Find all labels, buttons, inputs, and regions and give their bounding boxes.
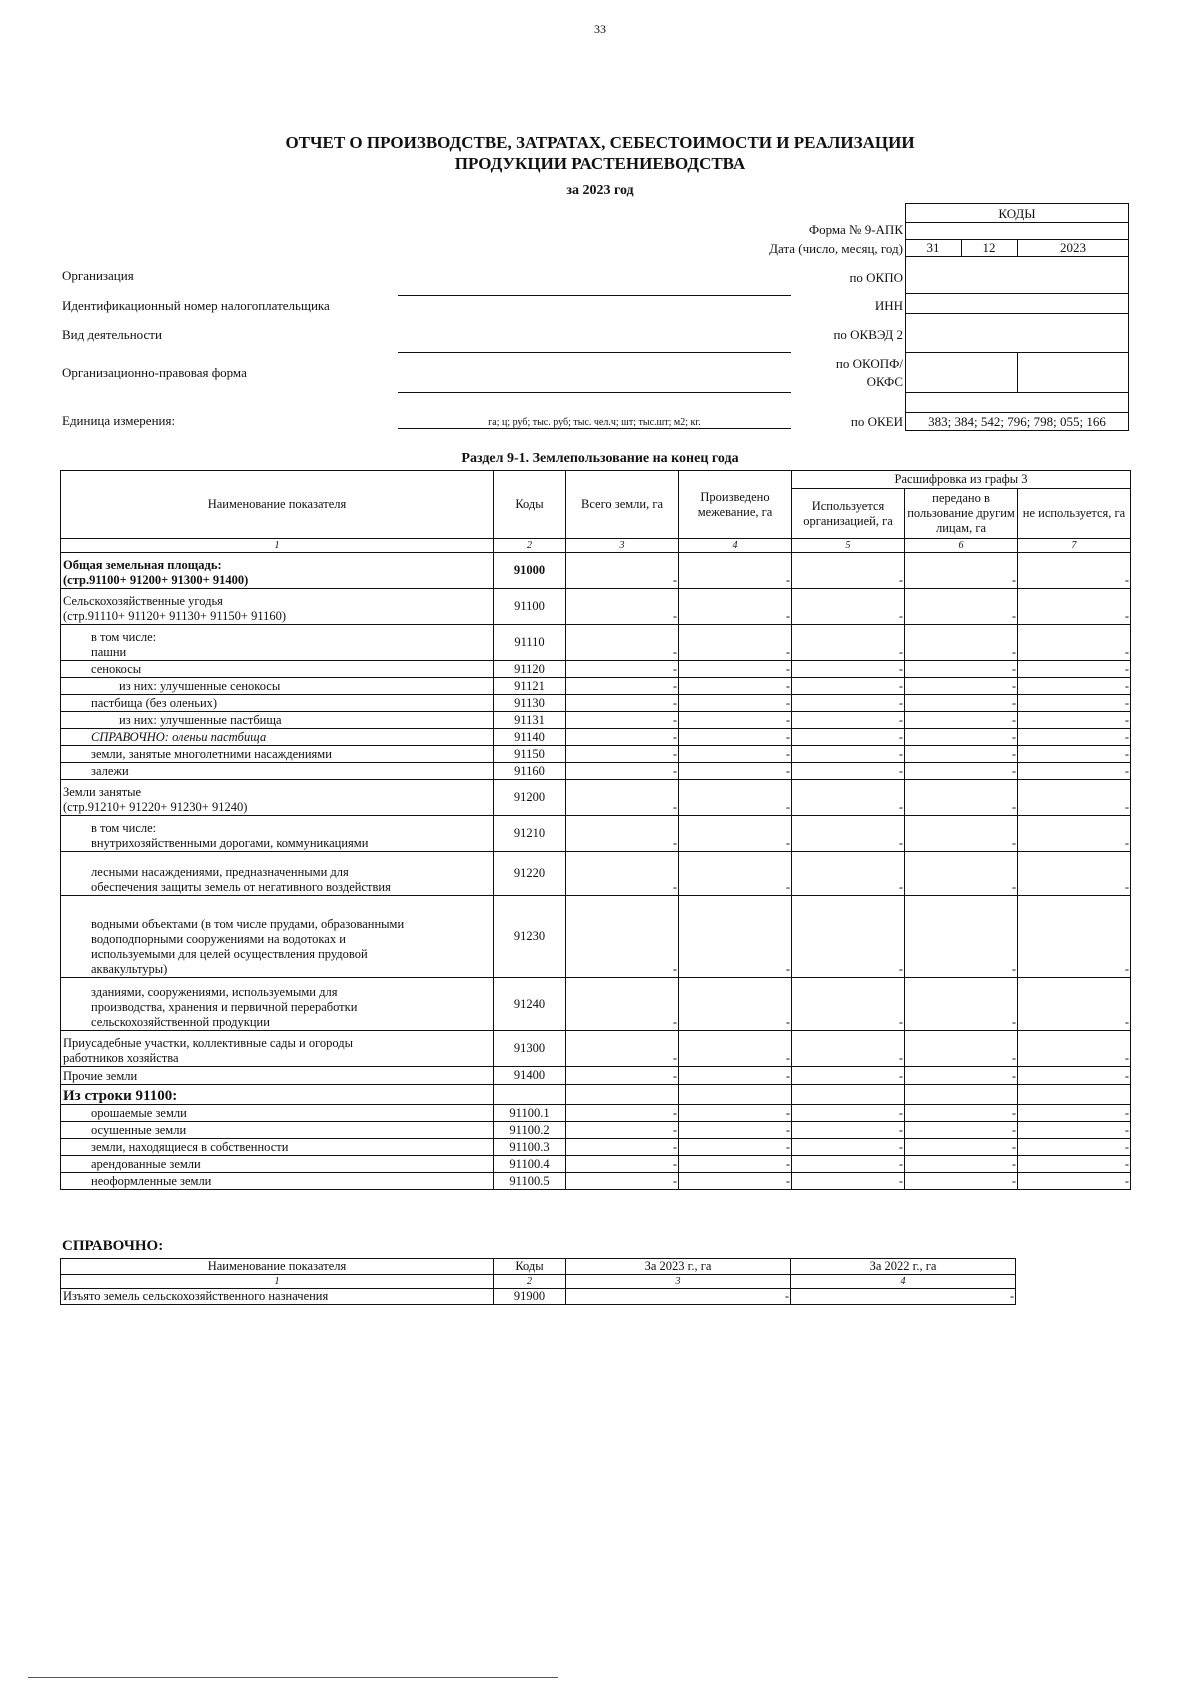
okei-value: 383; 384; 542; 796; 798; 055; 166 <box>905 412 1129 431</box>
row-name-line: аквакультуры) <box>91 962 168 976</box>
cell-used[interactable]: - <box>792 729 905 746</box>
cell-survey[interactable]: - <box>679 1156 792 1173</box>
cell-survey[interactable]: - <box>679 625 792 661</box>
okei-label: по ОКЕИ <box>850 414 903 429</box>
reference-table <box>60 1258 1016 1305</box>
cell-transferred[interactable]: - <box>905 1156 1018 1173</box>
cell-survey[interactable]: - <box>679 978 792 1031</box>
row-name-line: работников хозяйства <box>63 1051 179 1065</box>
cell-survey[interactable]: - <box>679 1031 792 1067</box>
cell-survey[interactable]: - <box>679 1139 792 1156</box>
land-use-table <box>60 470 1131 1190</box>
row-name <box>61 678 494 695</box>
row-code: 91400 <box>494 1067 566 1085</box>
date-day: 31 <box>926 240 940 255</box>
row-name <box>61 852 494 896</box>
cell-transferred[interactable]: - <box>905 678 1018 695</box>
legal-form-field-line <box>398 392 791 393</box>
cell-survey[interactable] <box>679 1085 792 1105</box>
table-row <box>61 763 1131 780</box>
inn-label: ИНН <box>874 298 903 313</box>
cell-total[interactable]: - <box>566 695 679 712</box>
row-code: 91000 <box>494 553 566 589</box>
cell-survey[interactable]: - <box>679 1173 792 1190</box>
cell-survey[interactable]: - <box>679 712 792 729</box>
cell-survey[interactable]: - <box>679 661 792 678</box>
table-row <box>61 695 1131 712</box>
row-name <box>61 695 494 712</box>
row-code: 91130 <box>494 695 566 712</box>
codes-header: КОДЫ <box>998 206 1036 221</box>
row-name <box>61 1173 494 1190</box>
column-number: 1 <box>61 1275 494 1289</box>
cell-survey[interactable]: - <box>679 1067 792 1085</box>
cell-total[interactable]: - <box>566 1122 679 1139</box>
cell-used[interactable]: - <box>792 1031 905 1067</box>
cell-survey[interactable]: - <box>679 816 792 852</box>
activity-field-line <box>398 352 791 353</box>
cell-unused[interactable]: - <box>1018 695 1131 712</box>
okopf-label: по ОКОПФ/ <box>835 356 903 371</box>
cell-transferred[interactable] <box>905 1085 1018 1105</box>
cell-unused[interactable]: - <box>1018 780 1131 816</box>
cell-used[interactable]: - <box>792 1122 905 1139</box>
cell-transferred[interactable]: - <box>905 1122 1018 1139</box>
reference-title: СПРАВОЧНО: <box>62 1238 164 1254</box>
cell-total[interactable]: - <box>566 1031 679 1067</box>
column-number: 4 <box>791 1275 1016 1289</box>
table-row <box>61 553 1131 589</box>
cell-used[interactable]: - <box>792 678 905 695</box>
cell-total[interactable]: - <box>566 1156 679 1173</box>
cell-total[interactable]: - <box>566 1105 679 1122</box>
cell-total[interactable]: - <box>566 729 679 746</box>
row-name-line: пашни <box>91 645 127 659</box>
cell-unused[interactable]: - <box>1018 1156 1131 1173</box>
column-number: 5 <box>792 539 905 553</box>
cell-total[interactable]: - <box>566 1139 679 1156</box>
cell-survey[interactable]: - <box>679 695 792 712</box>
cell-total[interactable]: - <box>566 780 679 816</box>
row-code: 91230 <box>494 896 566 978</box>
row-name-line: (стр.91100+ 91200+ 91300+ 91400) <box>63 573 249 587</box>
cell-total[interactable]: - <box>566 661 679 678</box>
legal-form-label: Организационно-правовая форма <box>62 365 247 380</box>
report-title-line-1: ОТЧЕТ О ПРОИЗВОДСТВЕ, ЗАТРАТАХ, СЕБЕСТОИМОСТИ И РЕАЛИЗАЦИИ <box>285 133 915 152</box>
cell-transferred[interactable]: - <box>905 1139 1018 1156</box>
row-code: 91100.1 <box>494 1105 566 1122</box>
row-name-line: (стр.91210+ 91220+ 91230+ 91240) <box>63 800 248 814</box>
cell-used[interactable]: - <box>792 852 905 896</box>
cell-unused[interactable]: - <box>1018 1031 1131 1067</box>
row-name <box>61 1105 494 1122</box>
cell-unused[interactable]: - <box>1018 978 1131 1031</box>
row-name-line: СПРАВОЧНО: оленьи пастбища <box>91 730 267 744</box>
row-name-line: арендованные земли <box>91 1157 201 1171</box>
cell-survey[interactable]: - <box>679 746 792 763</box>
cell-total[interactable]: - <box>566 746 679 763</box>
row-code <box>494 1085 566 1105</box>
table-row <box>61 896 1131 978</box>
section-title: Раздел 9-1. Землепользование на конец года <box>461 451 739 466</box>
cell-total[interactable]: - <box>566 896 679 978</box>
row-name <box>61 1031 494 1067</box>
row-name-line: сельскохозяйственной продукции <box>91 1015 270 1029</box>
row-code: 91100.4 <box>494 1156 566 1173</box>
row-name <box>61 661 494 678</box>
cell-survey[interactable]: - <box>679 896 792 978</box>
form-label: Форма № 9-АПК <box>808 222 903 237</box>
cell-total[interactable]: - <box>566 678 679 695</box>
unit-label: Единица измерения: <box>62 413 176 428</box>
row-code: 91121 <box>494 678 566 695</box>
cell-used[interactable]: - <box>792 1156 905 1173</box>
cell-unused[interactable]: - <box>1018 1122 1131 1139</box>
cell-used[interactable]: - <box>792 763 905 780</box>
org-label: Организация <box>62 268 134 283</box>
cell-unused[interactable]: - <box>1018 625 1131 661</box>
cell-total[interactable]: - <box>566 712 679 729</box>
table-row <box>61 816 1131 852</box>
cell-total[interactable]: - <box>566 1173 679 1190</box>
unit-value: га; ц; руб; тыс. руб; тыс. чел.ч; шт; тыс.шт; м2; кг. <box>398 417 791 429</box>
cell-used[interactable]: - <box>792 978 905 1031</box>
row-name-line: земли, находящиеся в собственности <box>91 1140 289 1154</box>
column-number: 4 <box>679 539 792 553</box>
cell-unused[interactable]: - <box>1018 1067 1131 1085</box>
row-name <box>61 763 494 780</box>
cell-total[interactable]: - <box>566 978 679 1031</box>
cell-survey[interactable]: - <box>679 1122 792 1139</box>
row-name <box>61 1067 494 1085</box>
row-name <box>61 589 494 625</box>
row-name-line: Приусадебные участки, коллективные сады и огороды <box>63 1036 354 1050</box>
row-name-line: водоподпорными сооружениями на водотоках и <box>91 932 346 946</box>
row-name-line: используемыми для целей осуществления прудовой <box>91 947 368 961</box>
row-name-line: внутрихозяйственными дорогами, коммуникациями <box>91 836 369 850</box>
cell-used[interactable]: - <box>792 746 905 763</box>
column-number: 6 <box>905 539 1018 553</box>
cell-transferred[interactable]: - <box>905 553 1018 589</box>
cell-transferred[interactable]: - <box>905 978 1018 1031</box>
column-numbers-row <box>61 539 1131 553</box>
cell-used[interactable]: - <box>792 780 905 816</box>
cell-transferred[interactable]: - <box>905 1173 1018 1190</box>
cell-transferred[interactable]: - <box>905 589 1018 625</box>
row-name <box>61 712 494 729</box>
column-number: 7 <box>1018 539 1131 553</box>
cell-unused[interactable]: - <box>1018 1105 1131 1122</box>
cell-total[interactable]: - <box>566 589 679 625</box>
cell-transferred[interactable]: - <box>905 661 1018 678</box>
cell-transferred[interactable]: - <box>905 852 1018 896</box>
cell-survey[interactable]: - <box>679 852 792 896</box>
cell-transferred[interactable]: - <box>905 1031 1018 1067</box>
row-name-line: в том числе: <box>91 821 157 835</box>
cell-unused[interactable]: - <box>1018 1139 1131 1156</box>
cell-used[interactable]: - <box>792 589 905 625</box>
row-name-line: осушенные земли <box>91 1123 187 1137</box>
cell-used[interactable]: - <box>792 553 905 589</box>
column-number: 2 <box>494 539 566 553</box>
report-title <box>0 132 1200 174</box>
column-number: 3 <box>566 539 679 553</box>
table-row <box>61 1139 1131 1156</box>
table-row <box>61 852 1131 896</box>
row-code: 91160 <box>494 763 566 780</box>
row-name <box>61 816 494 852</box>
row-code: 91240 <box>494 978 566 1031</box>
cell-unused[interactable]: - <box>1018 661 1131 678</box>
cell-unused[interactable]: - <box>1018 712 1131 729</box>
cell-transferred[interactable]: - <box>905 625 1018 661</box>
cell-transferred[interactable]: - <box>905 1067 1018 1085</box>
header-used: Используется организацией, га <box>792 489 905 539</box>
cell-unused[interactable]: - <box>1018 1173 1131 1190</box>
okfs-label: ОКФС <box>866 374 903 389</box>
cell-used[interactable]: - <box>792 1067 905 1085</box>
row-name-line: (стр.91110+ 91120+ 91130+ 91150+ 91160) <box>63 609 287 623</box>
row-code: 91100.3 <box>494 1139 566 1156</box>
cell-unused[interactable]: - <box>1018 553 1131 589</box>
table-row <box>61 1085 1131 1105</box>
row-code: 91100 <box>494 589 566 625</box>
row-name <box>61 625 494 661</box>
cell-total[interactable]: - <box>566 553 679 589</box>
column-number: 1 <box>61 539 494 553</box>
ref-header-2022: За 2022 г., га <box>791 1259 1016 1275</box>
table-row <box>61 1122 1131 1139</box>
cell-used[interactable]: - <box>792 816 905 852</box>
cell-used[interactable]: - <box>792 712 905 729</box>
ref-row <box>61 1289 1016 1305</box>
cell-total[interactable]: - <box>566 816 679 852</box>
row-name-line: из них: улучшенные пастбища <box>119 713 282 727</box>
row-name-line: лесными насаждениями, предназначенными для <box>91 865 349 879</box>
row-code: 91100.5 <box>494 1173 566 1190</box>
cell-used[interactable]: - <box>792 1105 905 1122</box>
cell-survey[interactable]: - <box>679 729 792 746</box>
cell-transferred[interactable]: - <box>905 695 1018 712</box>
row-name <box>61 780 494 816</box>
cell-survey[interactable]: - <box>679 589 792 625</box>
column-number: 3 <box>566 1275 791 1289</box>
table-row <box>61 1031 1131 1067</box>
report-year: за 2023 год <box>566 183 634 198</box>
row-name-line: из них: улучшенные сенокосы <box>119 679 281 693</box>
ref-header-2023: За 2023 г., га <box>566 1259 791 1275</box>
cell-unused[interactable]: - <box>1018 763 1131 780</box>
cell-unused[interactable]: - <box>1018 678 1131 695</box>
header-unused: не используется, га <box>1018 489 1131 539</box>
table-row <box>61 1173 1131 1190</box>
row-code: 91120 <box>494 661 566 678</box>
table-row <box>61 729 1131 746</box>
ref-header-code: Коды <box>494 1259 566 1275</box>
table-row <box>61 780 1131 816</box>
row-name-line: обеспечения защиты земель от негативного воздействия <box>91 880 391 894</box>
table-row <box>61 625 1131 661</box>
ref-header-name: Наименование показателя <box>61 1259 494 1275</box>
cell-unused[interactable]: - <box>1018 729 1131 746</box>
row-name-line: неоформленные земли <box>91 1174 212 1188</box>
cell-unused[interactable]: - <box>1018 816 1131 852</box>
row-name <box>61 729 494 746</box>
table-row <box>61 589 1131 625</box>
cell-unused[interactable]: - <box>1018 589 1131 625</box>
row-name <box>61 1156 494 1173</box>
ref-row-name: Изъято земель сельскохозяйственного назначения <box>61 1289 494 1305</box>
row-code: 91110 <box>494 625 566 661</box>
cell-unused[interactable]: - <box>1018 852 1131 896</box>
table-row <box>61 678 1131 695</box>
cell-transferred[interactable]: - <box>905 780 1018 816</box>
row-name-line: орошаемые земли <box>91 1106 187 1120</box>
table-row <box>61 712 1131 729</box>
date-month: 12 <box>982 240 996 255</box>
header-name: Наименование показателя <box>61 471 494 539</box>
row-name <box>61 896 494 978</box>
cell-used[interactable]: - <box>792 1139 905 1156</box>
cell-survey[interactable]: - <box>679 553 792 589</box>
ref-row-code: 91900 <box>494 1289 566 1305</box>
cell-transferred[interactable]: - <box>905 729 1018 746</box>
cell-unused[interactable]: - <box>1018 746 1131 763</box>
inn-full-label: Идентификационный номер налогоплательщика <box>62 298 330 313</box>
cell-transferred[interactable]: - <box>905 746 1018 763</box>
row-name-line: пастбища (без оленьих) <box>91 696 218 710</box>
cell-total[interactable]: - <box>566 625 679 661</box>
table-row <box>61 661 1131 678</box>
cell-used[interactable] <box>792 1085 905 1105</box>
cell-transferred[interactable]: - <box>905 712 1018 729</box>
date-year: 2023 <box>1060 240 1086 255</box>
cell-total[interactable]: - <box>566 763 679 780</box>
table-row <box>61 978 1131 1031</box>
cell-total[interactable]: - <box>566 1067 679 1085</box>
row-name-line: залежи <box>91 764 129 778</box>
table-row <box>61 1105 1131 1122</box>
table-row <box>61 1067 1131 1085</box>
row-name-line: зданиями, сооружениями, используемыми для <box>91 985 338 999</box>
header-breakdown: Расшифровка из графы 3 <box>792 471 1131 489</box>
ref-cell-2022[interactable]: - <box>791 1289 1016 1305</box>
header-transferred: передано в пользование другим лицам, га <box>905 489 1018 539</box>
row-code: 91300 <box>494 1031 566 1067</box>
row-name <box>61 746 494 763</box>
row-name <box>61 553 494 589</box>
cell-transferred[interactable]: - <box>905 816 1018 852</box>
row-code: 91140 <box>494 729 566 746</box>
row-name-line: сенокосы <box>91 662 142 676</box>
cell-total[interactable]: - <box>566 852 679 896</box>
okved-label: по ОКВЭД 2 <box>833 327 903 342</box>
row-code: 91220 <box>494 852 566 896</box>
cell-transferred[interactable]: - <box>905 1105 1018 1122</box>
row-name <box>61 1085 494 1105</box>
activity-label: Вид деятельности <box>62 327 162 342</box>
row-name <box>61 1122 494 1139</box>
report-title-line-2: ПРОДУКЦИИ РАСТЕНИЕВОДСТВА <box>454 154 746 173</box>
column-number: 2 <box>494 1275 566 1289</box>
cell-used[interactable]: - <box>792 625 905 661</box>
row-name <box>61 1139 494 1156</box>
cell-unused[interactable]: - <box>1018 896 1131 978</box>
table-row <box>61 1156 1131 1173</box>
row-name-line: Общая земельная площадь: <box>63 558 222 572</box>
row-code: 91100.2 <box>494 1122 566 1139</box>
cell-used[interactable]: - <box>792 661 905 678</box>
page-number: 33 <box>594 22 606 36</box>
cell-survey[interactable]: - <box>679 678 792 695</box>
cell-survey[interactable]: - <box>679 780 792 816</box>
cell-transferred[interactable]: - <box>905 763 1018 780</box>
row-name-line: земли, занятые многолетними насаждениями <box>91 747 332 761</box>
row-code: 91131 <box>494 712 566 729</box>
row-name-line: Земли занятые <box>63 785 142 799</box>
ref-column-numbers-row <box>61 1275 1016 1289</box>
bottom-divider <box>28 1677 558 1678</box>
cell-total[interactable] <box>566 1085 679 1105</box>
header-survey: Произведено межевание, га <box>679 471 792 539</box>
date-label: Дата (число, месяц, год) <box>769 241 903 256</box>
okpo-label: по ОКПО <box>849 270 903 285</box>
cell-survey[interactable]: - <box>679 763 792 780</box>
ref-cell-2023[interactable]: - <box>566 1289 791 1305</box>
cell-used[interactable]: - <box>792 695 905 712</box>
cell-used[interactable]: - <box>792 896 905 978</box>
row-name-line: Из строки 91100: <box>63 1088 178 1104</box>
row-name <box>61 978 494 1031</box>
cell-survey[interactable]: - <box>679 1105 792 1122</box>
row-name-line: Прочие земли <box>63 1069 138 1083</box>
header-code: Коды <box>494 471 566 539</box>
org-field-line <box>398 295 791 296</box>
cell-transferred[interactable]: - <box>905 896 1018 978</box>
codes-box <box>905 203 1129 431</box>
row-name-line: производства, хранения и первичной переработки <box>91 1000 358 1014</box>
header-total: Всего земли, га <box>566 471 679 539</box>
row-code: 91150 <box>494 746 566 763</box>
row-name-line: Сельскохозяйственные угодья <box>63 594 223 608</box>
cell-used[interactable]: - <box>792 1173 905 1190</box>
row-code: 91200 <box>494 780 566 816</box>
cell-unused[interactable] <box>1018 1085 1131 1105</box>
row-code: 91210 <box>494 816 566 852</box>
table-row <box>61 746 1131 763</box>
row-name-line: в том числе: <box>91 630 157 644</box>
row-name-line: водными объектами (в том числе прудами, образованными <box>91 917 405 931</box>
